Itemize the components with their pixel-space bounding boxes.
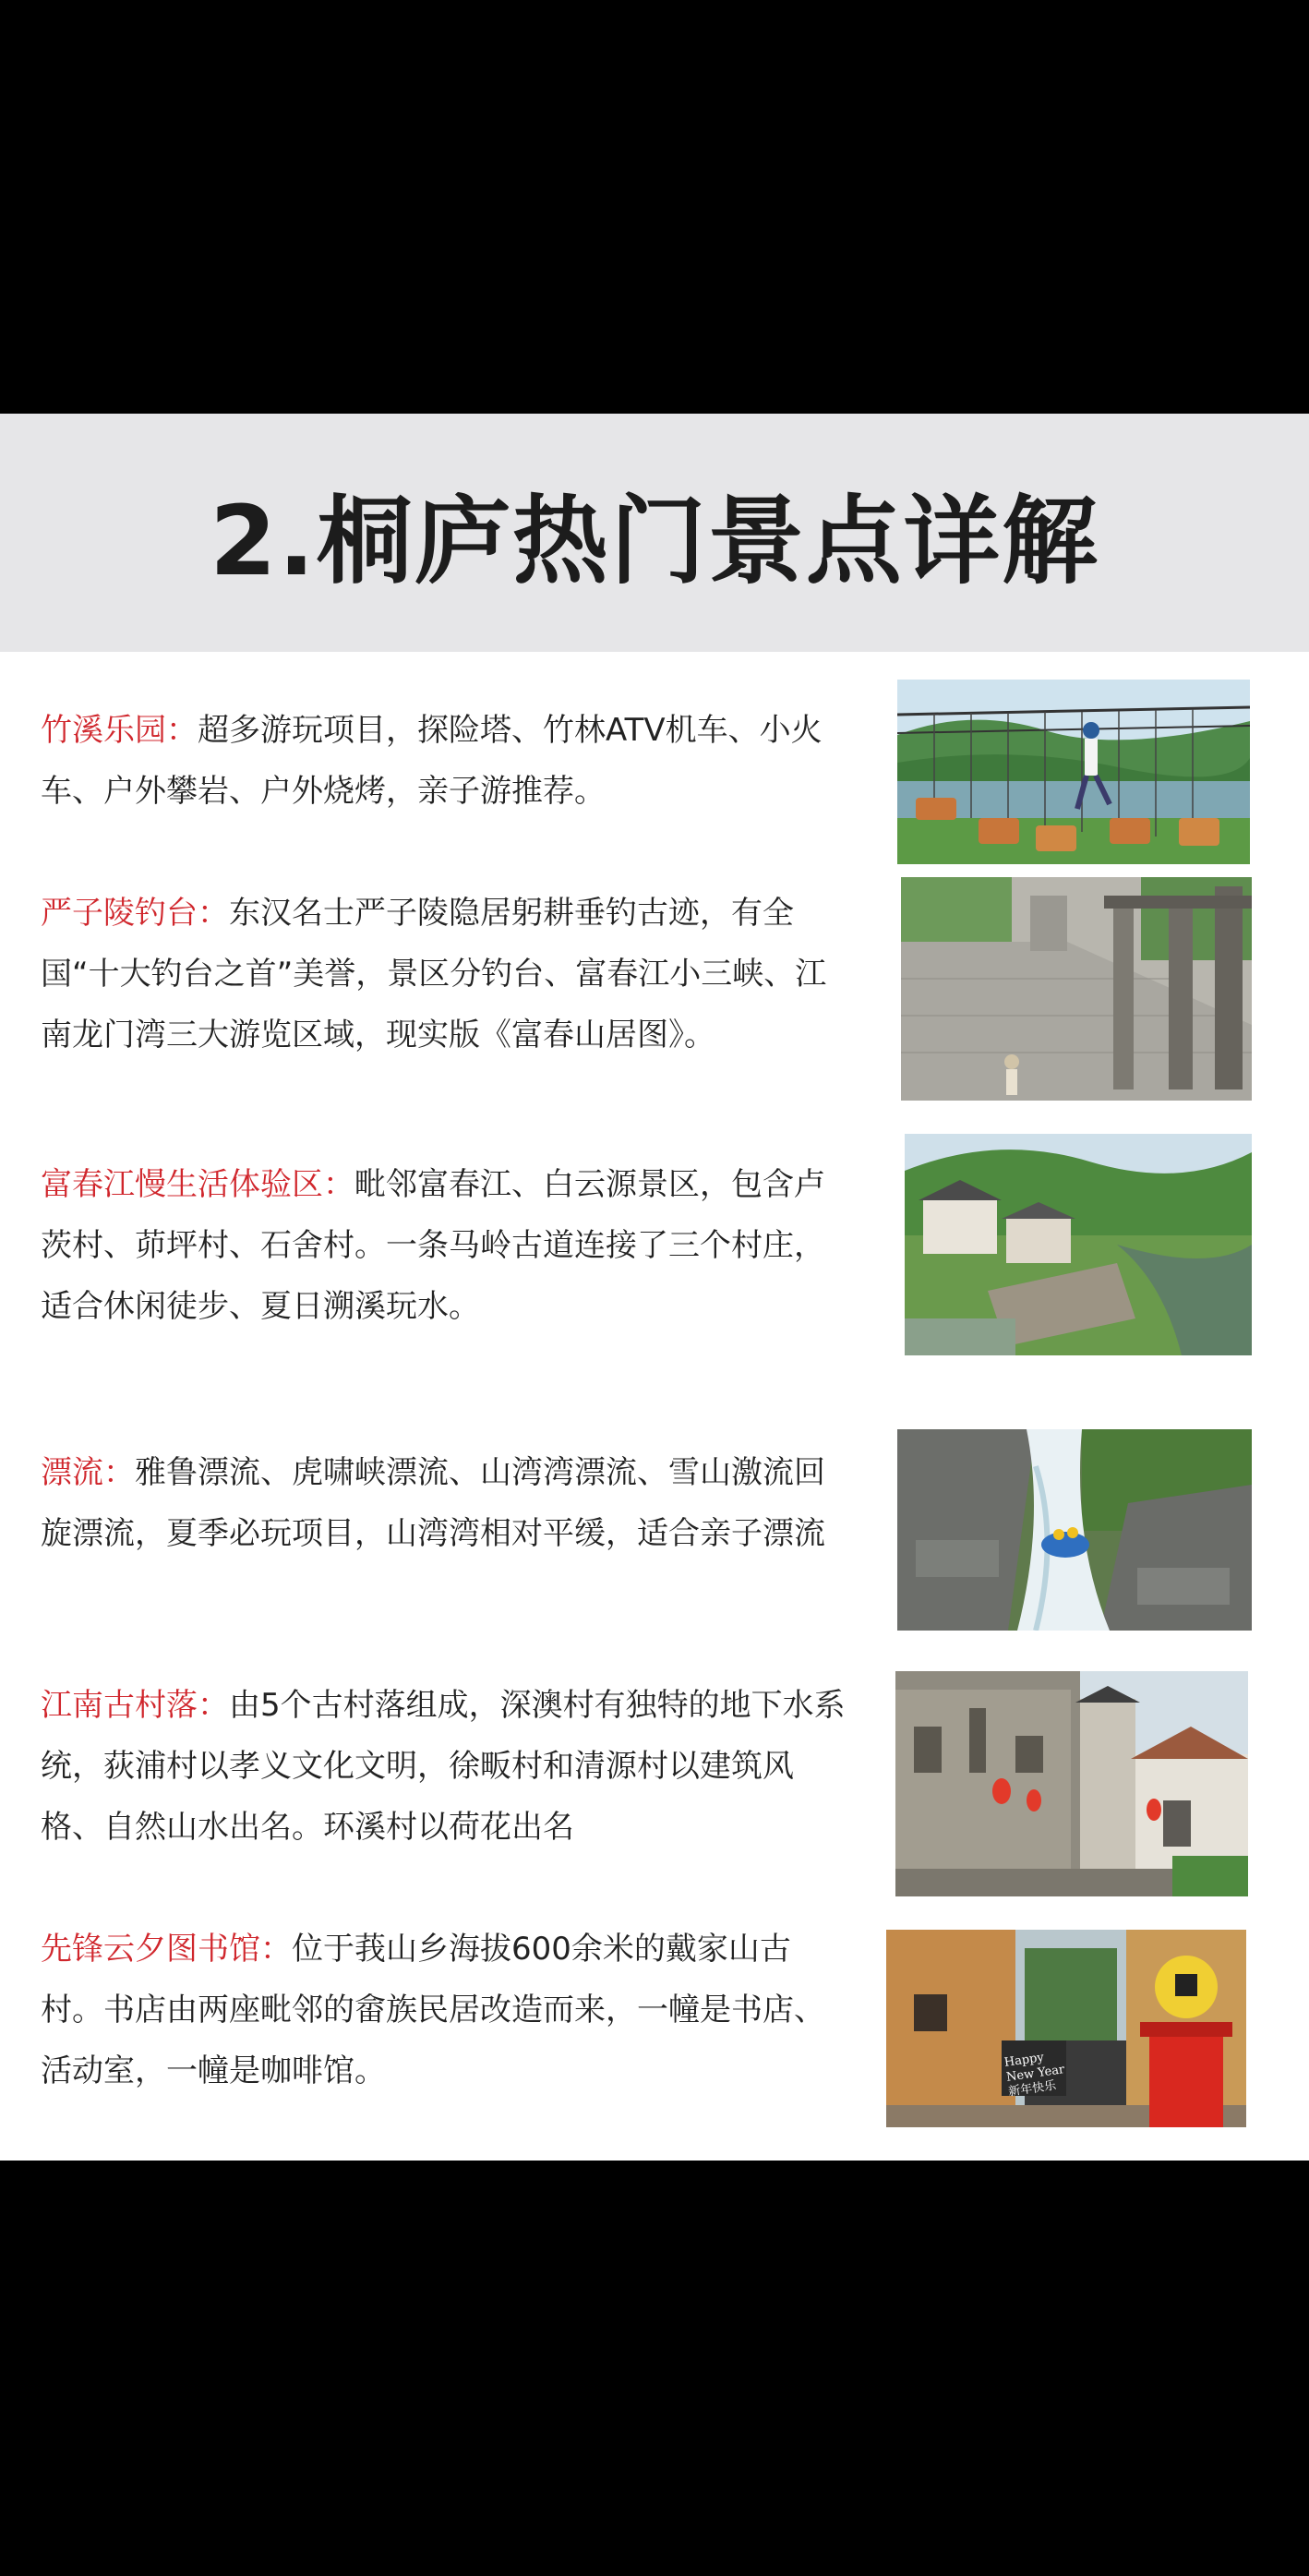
item-text: 东汉名士严子陵隐居躬耕垂钓古迹，有全国“十大钓台之首”美誉，景区分钓台、富春江小三峡、江南龙门湾三大游览区域，现实版《富春山居图》。 (41, 895, 827, 1053)
item-label: 严子陵钓台： (41, 895, 229, 932)
item-text: 位于莪山乡海拔600余米的戴家山古村。书店由两座毗邻的畲族民居改造而来，一幢是书店、活动室，一幢是咖啡馆。 (41, 1931, 825, 2089)
item-label: 江南古村落： (41, 1687, 229, 1724)
item-description (41, 1919, 853, 2101)
attraction-list (0, 652, 1309, 2161)
photo-rafting (897, 1429, 1252, 1631)
sign-line-1: Happy New Year (1003, 2051, 1066, 2085)
photo-ancient-village (895, 1671, 1248, 1896)
photo-rope-course (897, 680, 1250, 864)
item-description (41, 1154, 853, 1337)
photo-stone-gate (901, 877, 1252, 1101)
item-text: 由5个古村落组成，深澳村有独特的地下水系统，荻浦村以孝义文化文明，徐畈村和清源村以建筑风格、自然山水出名。环溪村以荷花出名 (41, 1687, 846, 1846)
item-label: 先锋云夕图书馆： (41, 1931, 292, 1968)
sign-text (1003, 2047, 1074, 2100)
item-text: 超多游玩项目，探险塔、竹林ATV机车、小火车、户外攀岩、户外烧烤，亲子游推荐。 (41, 712, 823, 810)
item-label: 竹溪乐园： (41, 712, 198, 749)
top-black-bar (0, 0, 1309, 414)
photo-library (886, 1930, 1246, 2127)
sign-line-2: 新年快乐 (1007, 2078, 1058, 2100)
item-text: 毗邻富春江、白云源景区，包含卢茨村、茆坪村、石舍村。一条马岭古道连接了三个村庄，适合休闲徒步、夏日溯溪玩水。 (41, 1166, 825, 1325)
item-description (41, 700, 853, 822)
page-title: 2.桐庐热门景点详解 (210, 485, 1099, 597)
title-band (0, 414, 1309, 652)
photo-village-stream (905, 1134, 1252, 1355)
item-label: 富春江慢生活体验区： (41, 1166, 354, 1203)
item-description (41, 1675, 853, 1858)
item-description (41, 1442, 853, 1564)
bottom-black-bar (0, 2161, 1309, 2576)
item-label: 漂流： (41, 1454, 135, 1491)
item-text: 雅鲁漂流、虎啸峡漂流、山湾湾漂流、雪山激流回旋漂流，夏季必玩项目，山湾湾相对平缓，适合亲子漂流 (41, 1454, 825, 1552)
item-description (41, 883, 853, 1065)
